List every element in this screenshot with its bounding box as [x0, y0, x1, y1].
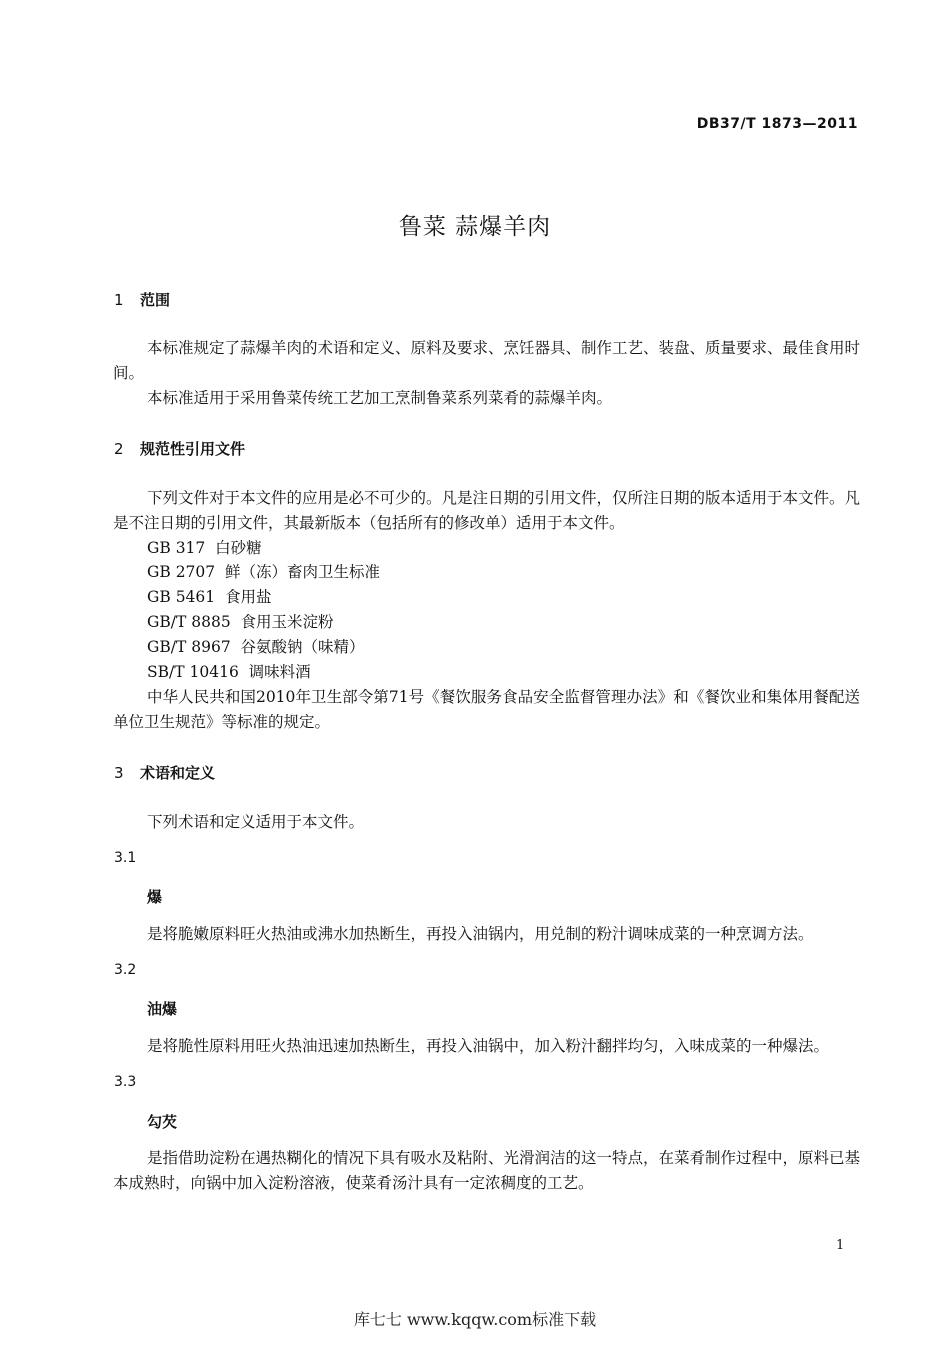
section-title: 范围 — [140, 291, 171, 309]
reference-item: GB 2707 鲜（冻）畜肉卫生标准 — [147, 563, 381, 581]
reference-item: GB/T 8885 食用玉米淀粉 — [147, 613, 334, 631]
section-number: 1 — [114, 291, 124, 309]
term-number: 3.2 — [114, 962, 137, 978]
reference-item: GB 317 白砂糖 — [147, 539, 262, 557]
footer-watermark: 库七七 www.kqqw.com标准下载 — [353, 1310, 597, 1329]
section-heading-terms-definitions — [114, 762, 215, 783]
term-definition: 是将脆嫩原料旺火热油或沸水加热断生，再投入油锅内，用兑制的粉汁调味成菜的一种烹调方法。 — [147, 925, 814, 943]
section-title: 术语和定义 — [140, 764, 216, 782]
reference-item: SB/T 10416 调味料酒 — [147, 663, 311, 681]
section-title: 规范性引用文件 — [140, 440, 246, 458]
page-number: 1 — [836, 1238, 845, 1253]
term-number: 3.1 — [114, 850, 137, 866]
scope-paragraph-2: 本标准适用于采用鲁菜传统工艺加工烹制鲁菜系列菜肴的蒜爆羊肉。 — [147, 389, 613, 407]
term-name: 爆 — [147, 888, 163, 906]
references-paragraph-2: 中华人民共和国2010年卫生部令第71号《餐饮服务食品安全监督管理办法》和《餐饮业和集体用餐配送单位卫生规范》等标准的规定。 — [113, 688, 860, 731]
term-name: 油爆 — [147, 1000, 178, 1018]
reference-item: GB/T 8967 谷氨酸钠（味精） — [147, 638, 365, 656]
section-heading-scope — [114, 289, 170, 310]
reference-item: GB 5461 食用盐 — [147, 588, 272, 606]
references-paragraph-1: 下列文件对于本文件的应用是必不可少的。凡是注日期的引用文件，仅所注日期的版本适用于本文件。凡是不注日期的引用文件，其最新版本（包括所有的修改单）适用于本文件。 — [113, 489, 861, 532]
standard-code: DB37/T 1873—2011 — [696, 116, 858, 132]
term-number: 3.3 — [114, 1074, 137, 1090]
terms-intro: 下列术语和定义适用于本文件。 — [147, 813, 365, 831]
page-title: 鲁菜 蒜爆羊肉 — [398, 214, 552, 240]
section-number: 3 — [114, 764, 124, 782]
scope-paragraph-1: 本标准规定了蒜爆羊肉的术语和定义、原料及要求、烹饪器具、制作工艺、装盘、质量要求、最佳食用时间。 — [113, 339, 861, 382]
section-number: 2 — [114, 440, 124, 458]
term-definition: 是将脆性原料用旺火热油迅速加热断生，再投入油锅中，加入粉汁翻拌均匀，入味成菜的一种爆法。 — [147, 1037, 830, 1055]
section-heading-normative-references — [114, 438, 245, 459]
term-definition: 是指借助淀粉在遇热糊化的情况下具有吸水及粘附、光滑润洁的这一特点，在菜肴制作过程中，原料已基本成熟时，向锅中加入淀粉溶液，使菜肴汤汁具有一定浓稠度的工艺。 — [113, 1149, 861, 1192]
term-name: 勾芡 — [147, 1113, 178, 1131]
